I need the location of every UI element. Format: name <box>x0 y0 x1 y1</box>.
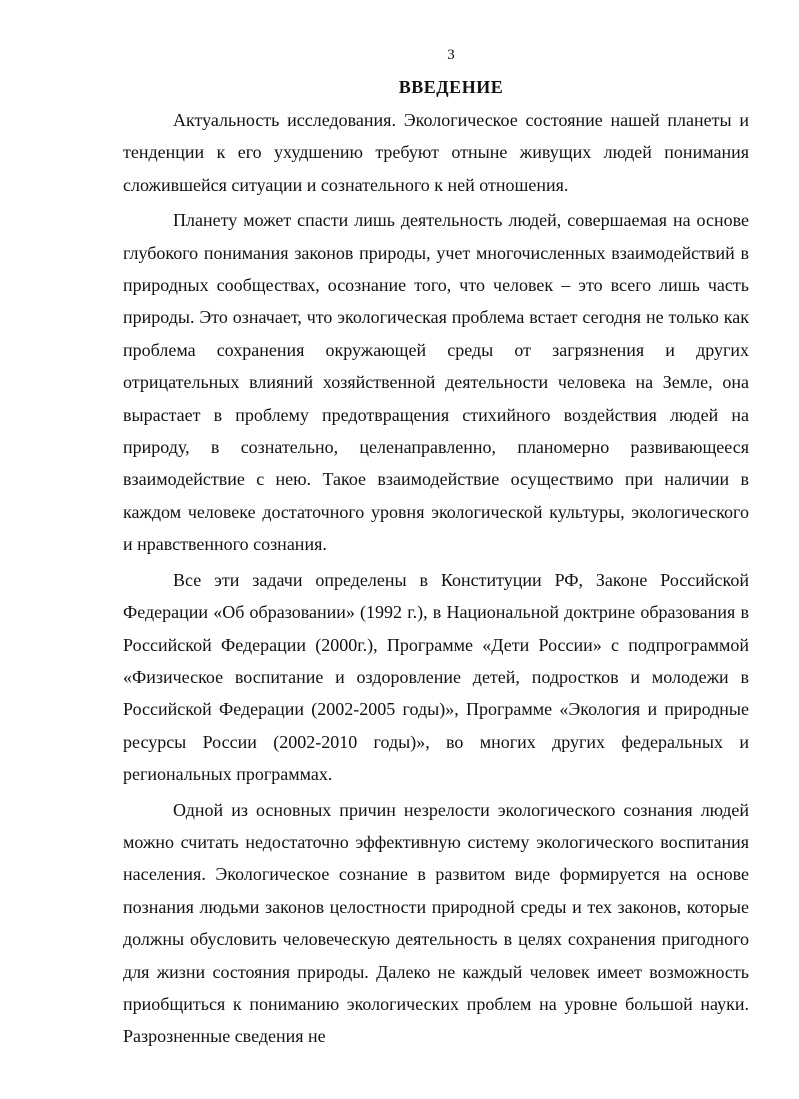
paragraph-relevance: Актуальность исследования. Экологическое состояние нашей планеты и тенденции к его ухудшению требуют отныне живущих людей понимания сложившейся ситуации и сознательного к ней отношения. <box>123 110 749 195</box>
section-title: ВВЕДЕНИЕ <box>398 77 504 97</box>
document-page <box>123 40 749 1053</box>
paragraph-planet: Планету может спасти лишь деятельность людей, совершаемая на основе глубокого понимания законов природы, учет многочисленных взаимодействий в природных сообществах, осознание того, что человек – это всего лишь часть природы. Это означает, что экологическая проблема встает сегодня не только как проблема сохранения окружающей среды от загрязнения и других отрицательных влияний хозяйственной деятельности человека на Земле, она вырастает в проблему предотвращения стихийного воздействия людей на природу, в сознательно, целенаправленно, планомерно развивающееся взаимодействие с нею. Такое взаимодействие осуществимо при наличии в каждом человеке достаточного уровня экологической культуры, экологического и нравственного сознания. <box>123 210 749 555</box>
paragraph-tasks: Все эти задачи определены в Конституции РФ, Законе Российской Федерации «Об образовании» (1992 г.), в Национальной доктрине образования в Российской Федерации (2000г.), Программе «Дети России» с подпрограммой «Физическое воспитание и оздоровление детей, подростков и молодежи в Российской Федерации (2002-2005 годы)», Программе «Экология и природные ресурсы России (2002-2010 годы)», во многих других федеральных и региональных программах. <box>123 569 749 785</box>
page-number: 3 <box>447 47 455 63</box>
paragraph-causes: Одной из основных причин незрелости экологического сознания людей можно считать недостаточно эффективную систему экологического воспитания населения. Экологическое сознание в развитом виде формируется на основе познания людьми законов целостности природной среды и тех законов, которые должны обусловить человеческую деятельность в целях сохранения пригодного для жизни состояния природы. Далеко не каждый человек имеет возможность приобщиться к пониманию экологических проблем на уровне большой науки. Разрозненные сведения не <box>123 799 749 1047</box>
